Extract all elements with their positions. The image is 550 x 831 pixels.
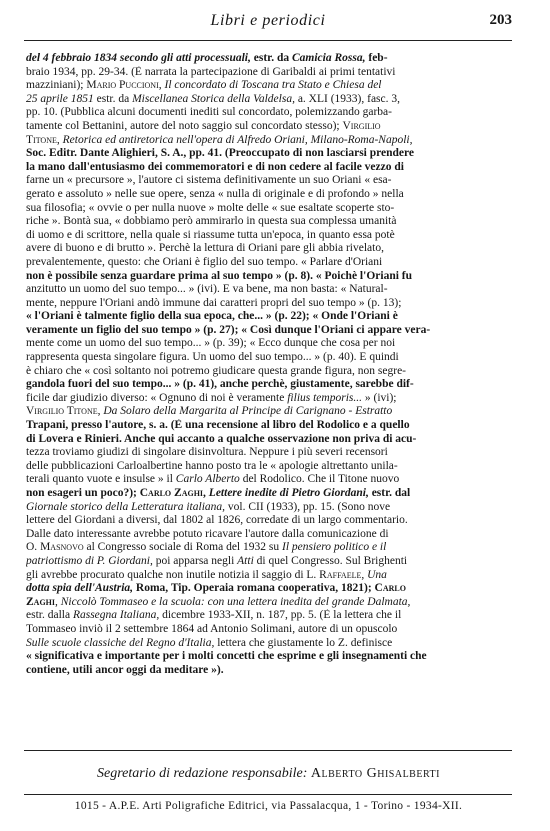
text-line: gli avrebbe procurato qualche non inutile notizia il saggio di L. Raffaele, Una [26,568,387,581]
printer-imprint: 1015 - A.P.E. Arti Poligrafiche Editrici, via Passalacqua, 1 - Torino - 1934-XII. [74,800,463,812]
text-line: dotta spia dell'Austria, Roma, Tip. Operaia romana cooperativa, 1821); Carlo [26,582,406,595]
text-line: 25 aprile 1851 estr. da Miscellanea Storica della Valdelsa, a. XLI (1933), fasc. 3, [26,92,401,105]
text-line: farne un « precursore », l'autore ci sistema definitivamente un suo Oriani « esa- [26,174,392,187]
text-line: ficile dar giudizio diverso: « Ognuno di noi è veramente filius temporis... » (ivi); [26,391,397,404]
text-line: contiene, utili ancor oggi da meditare »). [26,663,224,676]
text-line: del 4 febbraio 1834 secondo gli atti processuali, estr. da Camicia Rossa, feb- [26,52,388,64]
text-line: Titone, Retorica ed antiretorica nell'opera di Alfredo Oriani, Milano-Roma-Napoli, [26,133,413,146]
imprint-rule [24,794,512,795]
text-line: terali quanto vuote e insulse » il Carlo Alberto del Rodolico. Che il Titone nuovo [26,473,400,486]
running-header [24,12,512,32]
text-line: veramente un figlio del suo tempo » (p. 27); « Così dunque l'Oriani ci appare vera- [26,323,431,336]
text-line: « significativa e importante per i molti concetti che esprime e gli insegnamenti che [26,650,427,663]
text-line: braio 1934, pp. 29-34. (È narrata la partecipazione di Garibaldi ai primi tentativi [26,65,396,78]
text-line: tezza troviamo giudizi di singolare disinvoltura. Neppure i più severi recensori [26,446,388,459]
text-line: di uomo e di scrittore, nella quale si riassume tutta un'epoca, in quanto essa potè [26,228,395,241]
page-number: 203 [489,12,512,28]
text-line: è chiaro che « così soltanto noi potremo giudicare questa grande figura, non segre- [26,364,407,377]
text-line: Zaghi, Niccolò Tommaseo e la scuola: con una lettera inedita del grande Dalmata, [26,595,411,608]
text-line: delle pubblicazioni Carloalbertine hanno posto tra le « apologie altrettanto unila- [26,459,398,472]
signature-name: Alberto Ghisalberti [310,766,440,781]
text-line: gandola fuori del suo tempo... » (p. 41), anche perchè, giustamente, sarebbe dif- [26,378,414,391]
running-title: Libri e periodici [210,12,326,29]
text-line: non esageri un poco?); Carlo Zaghi, Lettere inedite di Pietro Giordani, estr. dal [26,487,411,499]
text-line: mente, neppure l'Oriani andò immune dai caratteri propri del suo tempo » (p. 13); [26,296,402,309]
text-line: patriottismo di P. Giordani, poi apparsa negli Atti di quel Congresso. Sul Brighenti [26,554,408,567]
signature-rule [24,750,512,751]
review-text [26,52,511,677]
text-line: Tommaseo inviò il 2 settembre 1864 ad Antonio Solimani, autore di un opuscolo [26,622,398,635]
text-line: prevalentemente, questo: che Oriani è figlio del suo tempo. « Parlare d'Oriani [26,255,383,268]
text-line: riche ». Bontà sua, « dobbiamo però ammirarlo in questa sua complessa umanità [26,215,397,228]
text-line: tamente col Bettanini, autore del noto saggio sul concordato stesso); Virgilio [26,119,381,132]
signature-role: Segretario di redazione responsabile: [97,766,308,781]
text-line: estr. dalla Rassegna Italiana, dicembre 1933-XII, n. 187, pp. 5. (È la lettera che il [26,609,402,622]
text-line: di Lovera e Rinieri. Anche qui accanto a qualche osservazione non priva di acu- [26,432,417,445]
text-line: Virgilio Titone, Da Solaro della Margarita al Principe di Carignano - Estratto [26,405,393,418]
text-line: Giornale storico della Letteratura italiana, vol. CII (1933), pp. 15. (Sono nove [26,500,391,513]
text-line: pp. 10. (Pubblica alcuni documenti inediti sul concordato, polemizzando garba- [26,106,392,119]
text-line: avere di buono e di brutto ». Perchè la lettura di Oriani pare gli abbia rivelato, [26,242,384,255]
text-line: la mano dall'entusiasmo dei commemoratori e di non cedere al facile vezzo di [26,160,404,173]
text-line: « l'Oriani è talmente figlio della sua epoca, che... » (p. 22); « Onde l'Oriani è [26,310,398,323]
text-line: gerato e assoluto » nelle sue opere, senza « nulla di originale e di profondo » nella [26,187,404,200]
text-line: mente come un uomo del suo tempo... » (p. 39); « Ecco dunque che cosa per noi [26,337,396,350]
text-line: sua filosofia; « ovvie o per nulla nuove » molte delle « sue esaltate scoperte sto- [26,201,395,214]
text-line: mazziniani); Mario Puccioni, Il concordato di Toscana tra Stato e Chiesa del [26,79,382,92]
header-rule [24,40,512,41]
text-line: rappresenta questa singolare figura. Un uomo del suo tempo... » (p. 40). E quindi [26,351,399,364]
editor-signature [26,766,511,782]
text-line: Dalle dato interessante avrebbe potuto ricavare l'autore dalla comunicazione di [26,527,389,540]
text-line: Trapani, presso l'autore, s. a. (È una recensione al libro del Rodolico e a quello [26,419,410,432]
text-line: Soc. Editr. Dante Alighieri, S. A., pp. 41. (Preoccupato di non lasciarsi prendere [26,147,415,160]
text-line: Sulle scuole classiche del Regno d'Italia, lettera che giustamente lo Z. definisce [26,636,393,649]
text-line: O. Masnovo al Congresso sociale di Roma del 1932 su Il pensiero politico e il [26,541,387,554]
text-line: lettere del Giordani a diversi, dal 1802 al 1826, corredate di un largo commentario. [26,514,408,527]
text-line: anzitutto un uomo del suo tempo... » (ivi). E va bene, ma non basta: « Natural- [26,283,388,296]
text-line: non è possibile senza guardare prima al suo tempo » (p. 8). « Poichè l'Oriani fu [26,269,413,282]
